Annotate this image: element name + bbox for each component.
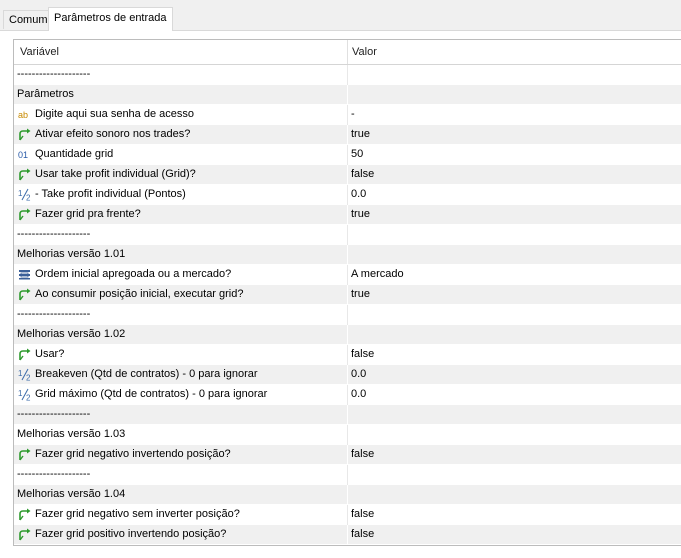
- parameter-label: Usar?: [35, 348, 65, 360]
- parameter-value-cell: [348, 305, 681, 324]
- parameter-value-cell[interactable]: false: [351, 348, 375, 360]
- bool-icon: [18, 168, 32, 181]
- parameter-value-cell[interactable]: 50: [351, 148, 364, 160]
- separator-row[interactable]: [14, 465, 681, 485]
- parameter-label: Melhorias versão 1.01: [17, 248, 126, 260]
- section-row[interactable]: [14, 425, 681, 445]
- parameter-name-cell: [14, 385, 347, 404]
- svg-text:2: 2: [26, 373, 31, 381]
- parameter-value-cell: [348, 485, 681, 504]
- bool-icon: [18, 348, 32, 361]
- separator-row[interactable]: [14, 405, 681, 425]
- separator-row[interactable]: [14, 225, 681, 245]
- parameter-label: Digite aqui sua senha de acesso: [35, 108, 194, 120]
- parameter-name-cell: [14, 185, 347, 204]
- parameter-value-cell[interactable]: true: [351, 208, 370, 220]
- parameter-label: --------------------: [17, 468, 91, 480]
- parameter-label: Fazer grid negativo sem inverter posição?: [35, 508, 240, 520]
- svg-text:1: 1: [18, 189, 23, 198]
- parameter-label: Usar take profit individual (Grid)?: [35, 168, 196, 180]
- parameter-value-cell[interactable]: false: [351, 168, 375, 180]
- parameters-grid: [13, 39, 681, 546]
- svg-text:01: 01: [18, 150, 29, 160]
- parameter-row[interactable]: [14, 285, 681, 305]
- parameter-value-cell[interactable]: true: [351, 288, 370, 300]
- svg-text:2: 2: [26, 393, 31, 401]
- parameter-label: --------------------: [17, 68, 91, 80]
- parameter-value-cell[interactable]: 0.0: [351, 368, 367, 380]
- bool-icon: [18, 128, 32, 141]
- parameter-name-cell: [14, 65, 347, 84]
- parameter-label: Grid máximo (Qtd de contratos) - 0 para ignorar: [35, 388, 268, 400]
- svg-text:ab: ab: [18, 110, 29, 120]
- parameter-row[interactable]: [14, 185, 681, 205]
- bool-icon: [18, 508, 32, 521]
- parameter-name-cell: [14, 505, 347, 524]
- string-icon: [18, 108, 32, 121]
- parameter-row[interactable]: [14, 205, 681, 225]
- parameter-name-cell: [14, 445, 347, 464]
- parameter-name-cell: [14, 245, 347, 264]
- parameter-row[interactable]: [14, 145, 681, 165]
- parameter-label: --------------------: [17, 228, 91, 240]
- grid-header: [14, 40, 681, 65]
- tab-strip: [0, 0, 681, 31]
- parameter-label: Breakeven (Qtd de contratos) - 0 para ignorar: [35, 368, 258, 380]
- parameter-label: --------------------: [17, 408, 91, 420]
- parameter-name-cell: [14, 305, 347, 324]
- parameter-name-cell: [14, 265, 347, 284]
- section-row[interactable]: [14, 85, 681, 105]
- parameter-row[interactable]: [14, 125, 681, 145]
- parameter-row[interactable]: [14, 365, 681, 385]
- parameter-value-cell[interactable]: A mercado: [351, 268, 404, 280]
- separator-row[interactable]: [14, 305, 681, 325]
- parameter-value-cell: [348, 225, 681, 244]
- parameter-value-cell[interactable]: true: [351, 128, 370, 140]
- parameter-value-cell: [348, 405, 681, 424]
- parameter-label: Melhorias versão 1.04: [17, 488, 126, 500]
- parameter-row[interactable]: [14, 105, 681, 125]
- parameter-label: Fazer grid pra frente?: [35, 208, 141, 220]
- parameter-name-cell: [14, 485, 347, 504]
- enum-icon: [18, 268, 32, 281]
- parameter-label: Ao consumir posição inicial, executar grid?: [35, 288, 244, 300]
- separator-row[interactable]: [14, 65, 681, 85]
- parameter-row[interactable]: [14, 385, 681, 405]
- parameter-label: Fazer grid positivo invertendo posição?: [35, 528, 227, 540]
- parameter-name-cell: [14, 145, 347, 164]
- parameter-name-cell: [14, 85, 347, 104]
- parameter-row[interactable]: [14, 345, 681, 365]
- svg-text:2: 2: [26, 193, 31, 201]
- parameter-value-cell: [348, 65, 681, 84]
- parameter-name-cell: [14, 225, 347, 244]
- parameter-value-cell[interactable]: 0.0: [351, 388, 367, 400]
- parameter-label: Quantidade grid: [35, 148, 114, 160]
- grid-rows: [14, 65, 681, 545]
- parameter-value-cell[interactable]: -: [351, 108, 355, 120]
- parameter-label: --------------------: [17, 308, 91, 320]
- bool-icon: [18, 528, 32, 541]
- parameter-name-cell: [14, 125, 347, 144]
- parameter-row[interactable]: [14, 165, 681, 185]
- svg-text:1: 1: [18, 389, 23, 398]
- parameter-name-cell: [14, 405, 347, 424]
- section-row[interactable]: [14, 325, 681, 345]
- parameter-name-cell: [14, 165, 347, 184]
- svg-text:1: 1: [18, 369, 23, 378]
- column-header-valor[interactable]: Valor: [352, 46, 377, 58]
- parameter-value-cell[interactable]: 0.0: [351, 188, 367, 200]
- tab-parametros-de-entrada[interactable]: Parâmetros de entrada: [48, 7, 173, 31]
- parameter-value-cell: [348, 325, 681, 344]
- parameter-label: Fazer grid negativo invertendo posição?: [35, 448, 231, 460]
- bool-icon: [18, 288, 32, 301]
- parameter-value-cell[interactable]: false: [351, 448, 375, 460]
- parameter-label: Ordem inicial apregoada ou a mercado?: [35, 268, 232, 280]
- double-icon: [18, 388, 32, 401]
- parameter-row[interactable]: [14, 445, 681, 465]
- parameter-name-cell: [14, 345, 347, 364]
- parameter-value-cell[interactable]: false: [351, 528, 375, 540]
- parameter-value-cell: [348, 425, 681, 444]
- parameter-value-cell: [348, 465, 681, 484]
- tab-comum[interactable]: Comum: [3, 10, 54, 29]
- parameter-name-cell: [14, 325, 347, 344]
- parameter-name-cell: [14, 205, 347, 224]
- parameter-label: Ativar efeito sonoro nos trades?: [35, 128, 191, 140]
- parameter-row[interactable]: [14, 265, 681, 285]
- double-icon: [18, 368, 32, 381]
- parameter-name-cell: [14, 105, 347, 124]
- parameter-row[interactable]: [14, 505, 681, 525]
- parameter-name-cell: [14, 465, 347, 484]
- parameter-label: Melhorias versão 1.03: [17, 428, 126, 440]
- column-divider[interactable]: [347, 40, 348, 64]
- int-icon: [18, 148, 32, 161]
- section-row[interactable]: [14, 245, 681, 265]
- tab-panel: [0, 30, 681, 558]
- parameter-label: Melhorias versão 1.02: [17, 328, 126, 340]
- column-header-variavel[interactable]: Variável: [20, 46, 59, 58]
- parameter-value-cell: [348, 245, 681, 264]
- parameter-label: - Take profit individual (Pontos): [35, 188, 186, 200]
- bool-icon: [18, 448, 32, 461]
- parameter-row[interactable]: [14, 525, 681, 545]
- section-row[interactable]: [14, 485, 681, 505]
- parameter-value-cell: [348, 85, 681, 104]
- parameter-name-cell: [14, 425, 347, 444]
- parameter-value-cell[interactable]: false: [351, 508, 375, 520]
- bool-icon: [18, 208, 32, 221]
- parameter-name-cell: [14, 365, 347, 384]
- double-icon: [18, 188, 32, 201]
- parameter-label: Parâmetros: [17, 88, 74, 100]
- parameter-name-cell: [14, 285, 347, 304]
- parameter-name-cell: [14, 525, 347, 544]
